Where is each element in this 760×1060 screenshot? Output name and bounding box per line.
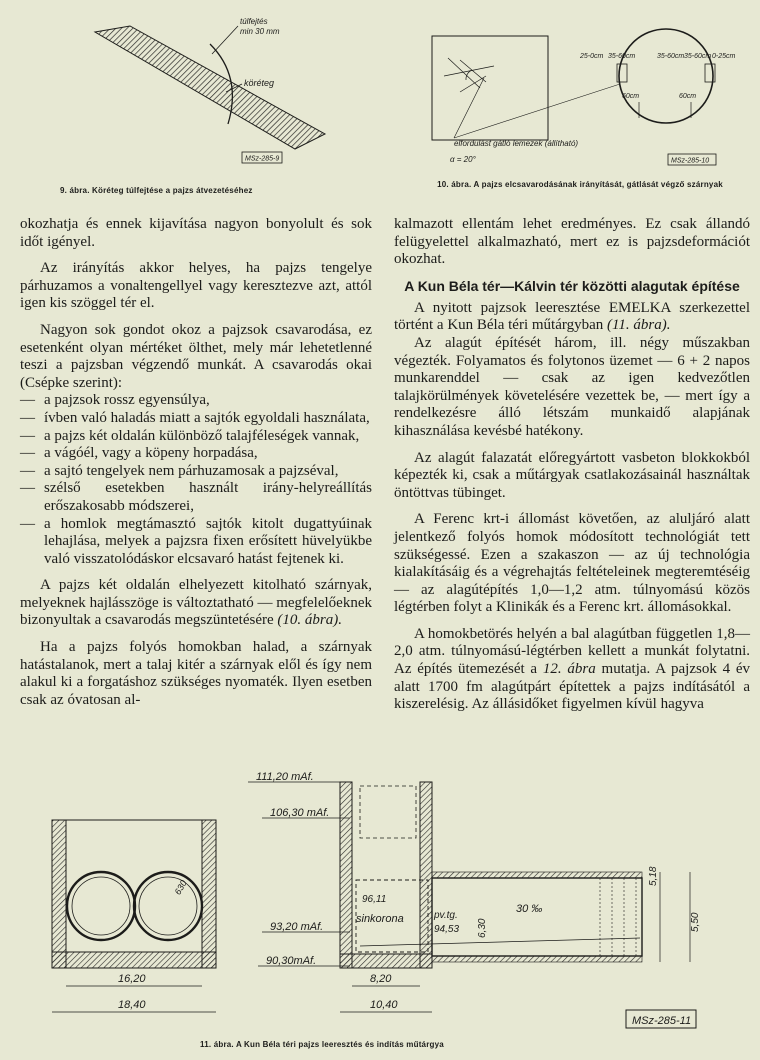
tunnel-ring-right <box>134 872 202 940</box>
label-tulfejtes: túlfejtés <box>240 17 268 26</box>
leader-line <box>454 84 620 138</box>
shaft-wall-left <box>52 820 66 968</box>
tunnel-ring-left-inner <box>72 877 130 935</box>
leader-line <box>212 26 238 54</box>
shield-outline-dashed <box>360 786 416 838</box>
label-d3: 35-60cm <box>657 53 685 60</box>
shaft-floor-long <box>340 954 432 968</box>
list-item: — szélső esetekben használt irány-helyreállítás erőszakosabb módszerei, <box>20 480 372 514</box>
shaft-wall-long-right <box>420 782 432 968</box>
label-d2: 35-60cm <box>608 53 636 60</box>
paragraph: Az alagút falazatát előregyártott vasbeton blokkokból képezték ki, csak a műtárgyak csatlakozásainál használtak öntöttvas tübinget. <box>394 449 750 501</box>
tunnel-top-lining <box>432 872 642 878</box>
paragraph: Az irányítás akkor helyes, ha pajzs tengelye párhuzamos a vonaltengellyel vagy keresztezve azt, attól igen kis szöggel tér el. <box>20 260 372 312</box>
label-550: 5,50 <box>690 912 701 932</box>
label-d5: 0-25cm <box>712 53 736 60</box>
label-sinkorona: sinkorona <box>356 913 404 925</box>
tunnel-long-section <box>432 878 642 956</box>
text-column-left <box>20 216 372 718</box>
label-d4: 35-60cm <box>684 53 712 60</box>
figure-code: MSz-285-9 <box>245 155 280 163</box>
label-lvl2: 106,30 mAf. <box>270 807 330 819</box>
figure-reference: (11. ábra). <box>607 317 671 334</box>
list-item: — ívben való haladás miatt a sajtók egyoldali használata, <box>20 409 370 426</box>
label-alpha: α = 20° <box>450 155 476 164</box>
label-d630: 630 <box>172 878 189 897</box>
paragraph: A nyitott pajzsok leeresztése EMELKA szerkezettel történt a Kun Béla téri műtárgyban (11. ábra). <box>394 299 750 334</box>
tunnel-ring-right-inner <box>139 877 197 935</box>
label-pvtg: pv.tg. <box>434 910 458 921</box>
paragraph: Nagyon sok gondot okoz a pajzsok csavarodása, ez esetenként olyan mértéket ölthet, mely már lehetetlenné teszi a pajzsban végzendő munkát. A csavarodás okai (Csépke szerint): <box>20 321 372 391</box>
label-d7: 60cm <box>679 93 697 100</box>
text-column-right <box>394 216 750 723</box>
label-w2: 18,40 <box>118 999 146 1011</box>
paragraph: kalmazott ellentám lehet eredményes. Ez csak állandó felügyelettel alkalmazható, mert ez is pajzsdeformációt okozhat. <box>394 216 750 268</box>
paragraph: A Ferenc krt-i állomást követően, az aluljáró alatt jelentkező folyós homok módosított technológiát tett szükségessé. Ezen a szakaszon — az új technológia kialakításáig és a végrehajtás feltételeinek megteremtéséig — az alagútépítés 1,0—1,2 atm. túlnyomású közös légtérben folyt a Klinikák és a Ferenc krt. állomásokkal. <box>394 511 750 616</box>
list-item: — a pajzs két oldalán különböző talajféleségek vannak, <box>20 427 360 444</box>
shield-side-view <box>432 36 548 140</box>
section-heading: A Kun Béla tér—Kálvin tér közötti alagutak építése <box>404 277 740 294</box>
list-item: — a homlok megtámasztó sajtók kitolt dugattyúinak lehajlása, melyek a pajzsra fixen erősített hüvelyükbe való visszatolódáskor elcsavaró hatást fejtenek ki. <box>20 515 372 567</box>
shaft-wall-long-left <box>340 782 352 968</box>
label-lvl1: 111,20 mAf. <box>256 771 314 783</box>
label-518: 5,18 <box>648 866 659 886</box>
list-item: — a sajtó tengelyek nem párhuzamosak a pajzséval, <box>20 462 339 479</box>
label-lvl3: 93,20 mAf. <box>270 921 324 933</box>
figure-11-caption: 11. ábra. A Kun Béla téri pajzs leeresztés és indítás műtárgya <box>200 1040 444 1049</box>
shaft-wall-right <box>202 820 216 968</box>
causes-list <box>20 392 372 568</box>
figure-code: MSz-285-10 <box>671 157 710 165</box>
label-min30: min 30 mm <box>240 27 280 36</box>
tunnel-bottom-lining <box>432 956 642 962</box>
label-lvl4: 90,30mAf. <box>266 955 317 967</box>
label-d6: 60cm <box>622 93 640 100</box>
figure-reference: 12. ábra <box>542 661 596 678</box>
rail-line <box>360 938 640 946</box>
shaft-floor <box>52 952 216 968</box>
label-w1: 16,20 <box>118 973 146 985</box>
label-9453: 94,53 <box>434 924 460 935</box>
tunnel-ring-left <box>67 872 135 940</box>
figure-10-caption: 10. ábra. A pajzs elcsavarodásának irányítását, gátlását végző szárnyak <box>437 180 723 189</box>
paragraph: Az alagút építését három, ill. négy műszakban végezték. Folyamatos és folytonos üzemet — 6 + 2 napos munkarenddel — csak az igen kedvezőtlen talajkörülmények követelésére vezettek be, — mert így a rendelkezésre álló létszám munkaidő alapjának kihasználása kevésbé hatékony. <box>394 334 750 439</box>
label-fin-plates: elfordulást gátló lemezek (állítható) <box>454 139 579 148</box>
paragraph: A pajzs két oldalán elhelyezett kitolható szárnyak, melyeknek hajlásszöge is változtatható — megfelelőeknek bizonyultak a csavarodás megszüntetésére (10. ábra). <box>20 577 372 629</box>
list-item: — a vágóél, vagy a köpeny horpadása, <box>20 445 258 462</box>
list-item: — a pajzsok rossz egyensúlya, <box>20 392 210 409</box>
figure-9-caption: 9. ábra. Köréteg túlfejtése a pajzs átvezetéséhez <box>60 186 253 195</box>
label-w3: 8,20 <box>370 973 392 985</box>
shield-cross-section <box>619 29 713 123</box>
label-d1: 25-0cm <box>580 53 604 60</box>
figure-11-diagram <box>0 760 760 1035</box>
label-630: 6,30 <box>477 918 488 938</box>
paragraph: okozhatja és ennek kijavítása nagyon bonyolult és sok időt igényel. <box>20 216 372 250</box>
figure-code: MSz-285-11 <box>632 1015 692 1027</box>
label-w4: 10,40 <box>370 999 398 1011</box>
figure-reference: (10. ábra). <box>277 612 342 629</box>
leader-line <box>454 78 484 138</box>
figure-10-diagram <box>424 18 744 168</box>
paragraph: A homokbetörés helyén a bal alagútban független 1,8—2,0 atm. túlnyomású-légtérben kellett a munkát folytatni. Az építés ütemezését a 12. ábra mutatja. A pajzsok 4 év alatt 1700 fm alagútpárt építettek a pajzs indításától a kiszerelésig. Az állásidőket figyelmen kívül hagyva <box>394 625 751 713</box>
fin-line <box>460 76 486 92</box>
label-koreteg: köréteg <box>244 78 275 88</box>
label-slope: 30 ‰ <box>516 903 543 915</box>
paragraph: Ha a pajzs folyós homokban halad, a szárnyak hatástalanok, mert a talaj kitér a szárnyak elől és így nem alakul ki a forgatáshoz szükséges nyomaték. Ilyen esetben csak az óvatosan al- <box>20 639 372 708</box>
figure-9-diagram <box>90 14 320 166</box>
label-sink-value: 96,11 <box>362 894 387 905</box>
